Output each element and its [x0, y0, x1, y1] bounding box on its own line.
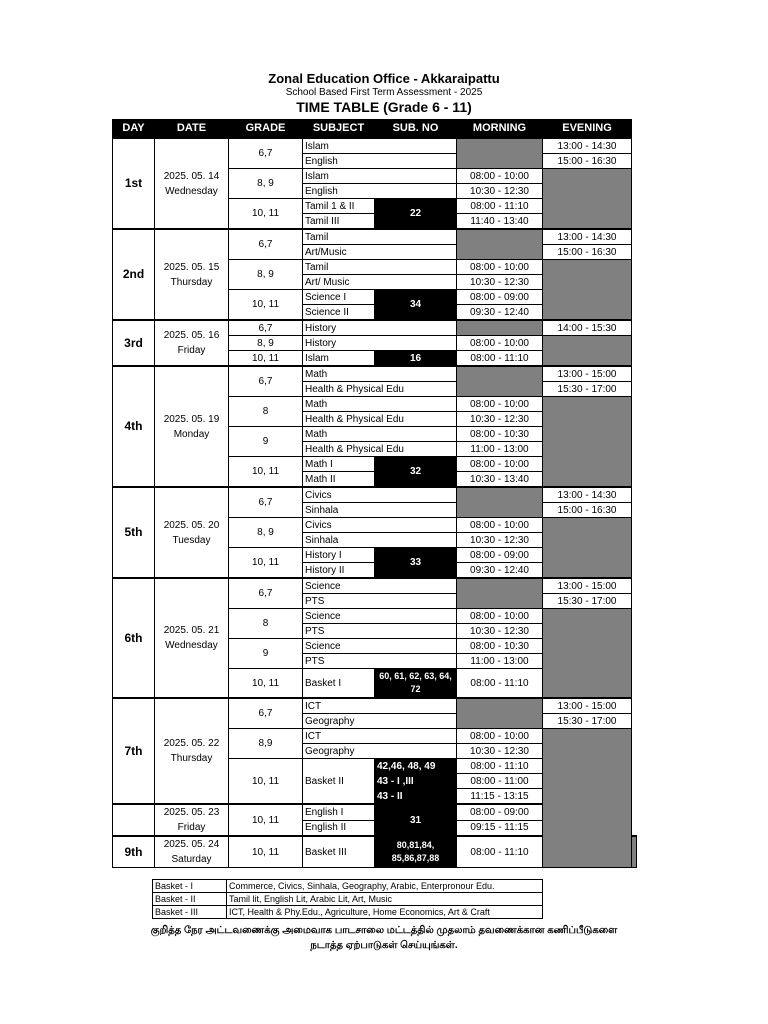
date-text: 2025. 05. 21 — [163, 625, 220, 636]
subno-cell: 42,46, 48, 49 — [375, 759, 457, 774]
morning-cell: 09:15 - 11:15 — [457, 820, 543, 836]
subject-cell: Math — [303, 397, 457, 412]
evening-cell: 15:30 - 17:00 — [543, 714, 632, 729]
date-text: 2025. 05. 24 — [163, 839, 220, 850]
subno-cell: 22 — [375, 199, 457, 230]
morning-cell: 08:00 - 11:10 — [457, 351, 543, 367]
subject-cell: Math II — [303, 472, 375, 488]
day-label: 7th — [113, 698, 155, 804]
grade-cell: 10, 11 — [229, 669, 303, 699]
morning-cell: 08:00 - 09:00 — [457, 290, 543, 305]
table-row — [113, 138, 637, 154]
grade-cell: 10, 11 — [229, 759, 303, 805]
morning-cell: 08:00 - 10:00 — [457, 336, 543, 351]
table-row — [113, 366, 637, 382]
evening-cell: 13:00 - 15:00 — [543, 578, 632, 594]
empty-cell — [457, 366, 543, 397]
subject-cell: History II — [303, 563, 375, 579]
grade-cell: 8, 9 — [229, 336, 303, 351]
col-evening: EVENING — [543, 120, 632, 139]
subject-cell: Tamil — [303, 229, 457, 245]
grade-cell: 8, 9 — [229, 260, 303, 290]
morning-cell: 08:00 - 10:30 — [457, 427, 543, 442]
col-subno: SUB. NO — [375, 120, 457, 139]
empty-cell — [457, 320, 543, 336]
morning-cell: 10:30 - 12:30 — [457, 624, 543, 639]
subno-cell: 43 - II — [375, 789, 457, 805]
date-cell — [155, 366, 229, 487]
subject-cell: Health & Physical Edu — [303, 382, 457, 397]
empty-cell — [543, 336, 632, 367]
grade-cell: 6,7 — [229, 366, 303, 397]
day-label — [113, 804, 155, 836]
subno-cell: 16 — [375, 351, 457, 367]
date-text: 2025. 05. 16 — [163, 330, 220, 341]
grade-cell: 8,9 — [229, 729, 303, 759]
subject-cell: Math I — [303, 457, 375, 472]
subject-cell: Math — [303, 366, 457, 382]
subject-cell: Science — [303, 578, 457, 594]
morning-cell: 08:00 - 10:00 — [457, 729, 543, 744]
table-row — [113, 487, 637, 503]
empty-cell — [457, 698, 543, 729]
subject-cell: Science I — [303, 290, 375, 305]
basket-name: Basket - I — [153, 880, 227, 893]
evening-cell: 13:00 - 14:30 — [543, 229, 632, 245]
evening-cell: 13:00 - 14:30 — [543, 138, 632, 154]
morning-cell: 10:30 - 12:30 — [457, 744, 543, 759]
footer-note-line2: நடாத்த ஏற்பாடுகள் செய்யுங்கள். — [310, 940, 458, 951]
day-label: 5th — [113, 487, 155, 578]
date-cell — [155, 138, 229, 229]
morning-cell: 08:00 - 11:10 — [457, 836, 543, 868]
morning-cell: 11:15 - 13:15 — [457, 789, 543, 805]
grade-cell: 10, 11 — [229, 836, 303, 868]
subject-cell: Civics — [303, 518, 457, 533]
day-label: 9th — [113, 836, 155, 868]
table-row — [113, 229, 637, 245]
evening-cell: 13:00 - 15:00 — [543, 698, 632, 714]
grade-cell: 6,7 — [229, 138, 303, 169]
date-text: 2025. 05. 15 — [163, 261, 220, 273]
subno-cell: 43 - I ,III — [375, 774, 457, 789]
weekday-text: Thursday — [170, 753, 213, 764]
grade-cell: 6,7 — [229, 698, 303, 729]
date-text: 2025. 05. 14 — [163, 170, 220, 182]
weekday-text: Wednesday — [165, 640, 218, 651]
subno-cell: 80,81,84, 85,86,87,88 — [375, 836, 457, 868]
grade-cell: 6,7 — [229, 578, 303, 609]
basket-name: Basket - III — [153, 906, 227, 919]
subject-cell: PTS — [303, 594, 457, 609]
footer-note-line1: குறித்த நேர அட்டவணைக்கு அமைவாக பாடசாலை மட்டத்தில் முதலாம் தவணைக்கான கணிப்பீடுகளை — [150, 925, 618, 936]
evening-cell: 13:00 - 14:30 — [543, 487, 632, 503]
date-cell — [155, 487, 229, 578]
evening-cell: 15:00 - 16:30 — [543, 245, 632, 260]
subject-cell: PTS — [303, 654, 457, 669]
empty-cell — [632, 836, 637, 868]
evening-cell: 15:00 - 16:30 — [543, 503, 632, 518]
morning-cell: 08:00 - 11:10 — [457, 199, 543, 214]
morning-cell: 08:00 - 10:00 — [457, 260, 543, 275]
table-row — [113, 698, 637, 714]
empty-cell — [543, 609, 632, 699]
subject-cell: Science II — [303, 305, 375, 321]
grade-cell: 9 — [229, 639, 303, 669]
date-text: 2025. 05. 19 — [163, 413, 220, 425]
table-row — [113, 578, 637, 594]
subject-cell: Islam — [303, 351, 375, 367]
empty-cell — [457, 578, 543, 609]
subject-cell: History I — [303, 548, 375, 563]
grade-cell: 10, 11 — [229, 548, 303, 579]
subject-cell: PTS — [303, 624, 457, 639]
date-cell — [155, 320, 229, 366]
weekday-text: Saturday — [171, 854, 212, 865]
morning-cell: 08:00 - 11:10 — [457, 759, 543, 774]
day-label: 6th — [113, 578, 155, 698]
subno-cell: 31 — [375, 804, 457, 836]
subject-cell: ICT — [303, 729, 457, 744]
morning-cell: 10:30 - 13:40 — [457, 472, 543, 488]
subject-cell: Health & Physical Edu — [303, 442, 457, 457]
col-day: DAY — [113, 120, 155, 139]
date-text: 2025. 05. 22 — [163, 738, 220, 749]
subject-cell: History — [303, 336, 457, 351]
morning-cell: 09:30 - 12:40 — [457, 305, 543, 321]
date-cell — [155, 698, 229, 804]
basket-subjects: ICT, Health & Phy.Edu., Agriculture, Home Economics, Art & Craft — [227, 906, 543, 919]
subject-cell: ICT — [303, 698, 457, 714]
evening-cell: 14:00 - 15:30 — [543, 320, 632, 336]
subject-cell: Sinhala — [303, 533, 457, 548]
weekday-text: Tuesday — [172, 534, 211, 546]
evening-cell: 15:00 - 16:30 — [543, 154, 632, 169]
weekday-text: Thursday — [170, 276, 213, 288]
grade-cell: 8, 9 — [229, 169, 303, 199]
morning-cell: 10:30 - 12:30 — [457, 184, 543, 199]
subject-cell: Science — [303, 609, 457, 624]
grade-cell: 6,7 — [229, 320, 303, 336]
morning-cell: 11:00 - 13:00 — [457, 442, 543, 457]
col-morning: MORNING — [457, 120, 543, 139]
subject-cell: Islam — [303, 169, 457, 184]
empty-cell — [457, 487, 543, 518]
empty-cell — [457, 229, 543, 260]
date-cell — [155, 804, 229, 836]
morning-cell: 08:00 - 10:30 — [457, 639, 543, 654]
day-label: 3rd — [113, 320, 155, 366]
morning-cell: 08:00 - 10:00 — [457, 518, 543, 533]
date-text: 2025. 05. 23 — [163, 807, 220, 818]
subject-cell: Health & Physical Edu — [303, 412, 457, 427]
morning-cell: 10:30 - 12:30 — [457, 412, 543, 427]
timetable-title: TIME TABLE (Grade 6 - 11) — [296, 99, 472, 115]
date-cell — [155, 836, 229, 868]
morning-cell: 10:30 - 12:30 — [457, 533, 543, 548]
empty-cell — [457, 138, 543, 169]
basket-row — [153, 906, 543, 919]
col-grade: GRADE — [229, 120, 303, 139]
date-text: 2025. 05. 20 — [163, 519, 220, 531]
subject-cell: Islam — [303, 138, 457, 154]
subno-cell: 34 — [375, 290, 457, 321]
office-title: Zonal Education Office - Akkaraipattu — [268, 71, 500, 86]
subject-cell: Basket I — [303, 669, 375, 699]
subject-cell: Basket III — [303, 836, 375, 868]
weekday-text: Monday — [173, 428, 210, 440]
grade-cell: 6,7 — [229, 487, 303, 518]
empty-cell — [543, 260, 632, 321]
subject-cell: Art/ Music — [303, 275, 457, 290]
grade-cell: 8 — [229, 397, 303, 427]
weekday-text: Wednesday — [165, 185, 218, 197]
subject-cell: Tamil III — [303, 214, 375, 230]
morning-cell: 09:30 - 12:40 — [457, 563, 543, 579]
subject-cell: Tamil — [303, 260, 457, 275]
weekday-text: Friday — [177, 345, 206, 356]
morning-cell: 08:00 - 11:10 — [457, 669, 543, 699]
evening-cell: 15:30 - 17:00 — [543, 382, 632, 397]
date-cell — [155, 229, 229, 320]
empty-cell — [543, 729, 632, 868]
evening-cell: 13:00 - 15:00 — [543, 366, 632, 382]
table-row — [113, 320, 637, 336]
header-row — [113, 120, 637, 139]
basket-subjects: Commerce, Civics, Sinhala, Geography, Arabic, Enterpronour Edu. — [227, 880, 543, 893]
subject-cell: Civics — [303, 487, 457, 503]
grade-cell: 8, 9 — [229, 518, 303, 548]
subject-cell: Math — [303, 427, 457, 442]
grade-cell: 10, 11 — [229, 804, 303, 836]
subject-cell: History — [303, 320, 457, 336]
assessment-subtitle: School Based First Term Assessment - 2025 — [285, 87, 483, 98]
subject-cell: Science — [303, 639, 457, 654]
subject-cell: Art/Music — [303, 245, 457, 260]
subject-cell: Sinhala — [303, 503, 457, 518]
grade-cell: 10, 11 — [229, 290, 303, 321]
basket-row — [153, 893, 543, 906]
subject-cell: English — [303, 184, 457, 199]
subject-cell: English I — [303, 804, 375, 820]
subject-cell: Geography — [303, 744, 457, 759]
grade-cell: 6,7 — [229, 229, 303, 260]
morning-cell: 08:00 - 10:00 — [457, 397, 543, 412]
evening-cell: 15:30 - 17:00 — [543, 594, 632, 609]
basket-legend — [152, 879, 543, 919]
day-label: 1st — [113, 138, 155, 229]
subject-cell: Tamil 1 & II — [303, 199, 375, 214]
morning-cell: 08:00 - 10:00 — [457, 169, 543, 184]
subject-cell: English II — [303, 820, 375, 836]
empty-cell — [543, 518, 632, 579]
date-cell — [155, 578, 229, 698]
empty-cell — [543, 397, 632, 488]
morning-cell: 11:40 - 13:40 — [457, 214, 543, 230]
morning-cell: 10:30 - 12:30 — [457, 275, 543, 290]
morning-cell: 08:00 - 11:00 — [457, 774, 543, 789]
day-label: 4th — [113, 366, 155, 487]
col-date: DATE — [155, 120, 229, 139]
morning-cell: 08:00 - 10:00 — [457, 457, 543, 472]
grade-cell: 10, 11 — [229, 457, 303, 488]
morning-cell: 08:00 - 09:00 — [457, 804, 543, 820]
subject-cell: Geography — [303, 714, 457, 729]
empty-cell — [543, 169, 632, 230]
day-label: 2nd — [113, 229, 155, 320]
grade-cell: 10, 11 — [229, 199, 303, 230]
subject-cell: English — [303, 154, 457, 169]
subno-cell: 60, 61, 62, 63, 64, 72 — [375, 669, 457, 699]
morning-cell: 11:00 - 13:00 — [457, 654, 543, 669]
basket-subjects: Tamil lit, English Lit, Arabic Lit, Art, Music — [227, 893, 543, 906]
morning-cell: 08:00 - 10:00 — [457, 609, 543, 624]
col-subject: SUBJECT — [303, 120, 375, 139]
grade-cell: 8 — [229, 609, 303, 639]
grade-cell: 10, 11 — [229, 351, 303, 367]
timetable — [112, 119, 637, 868]
grade-cell: 9 — [229, 427, 303, 457]
subject-cell: Basket II — [303, 759, 375, 805]
subno-cell: 33 — [375, 548, 457, 579]
basket-row — [153, 880, 543, 893]
weekday-text: Friday — [177, 822, 206, 833]
morning-cell: 08:00 - 09:00 — [457, 548, 543, 563]
subno-cell: 32 — [375, 457, 457, 488]
basket-name: Basket - II — [153, 893, 227, 906]
